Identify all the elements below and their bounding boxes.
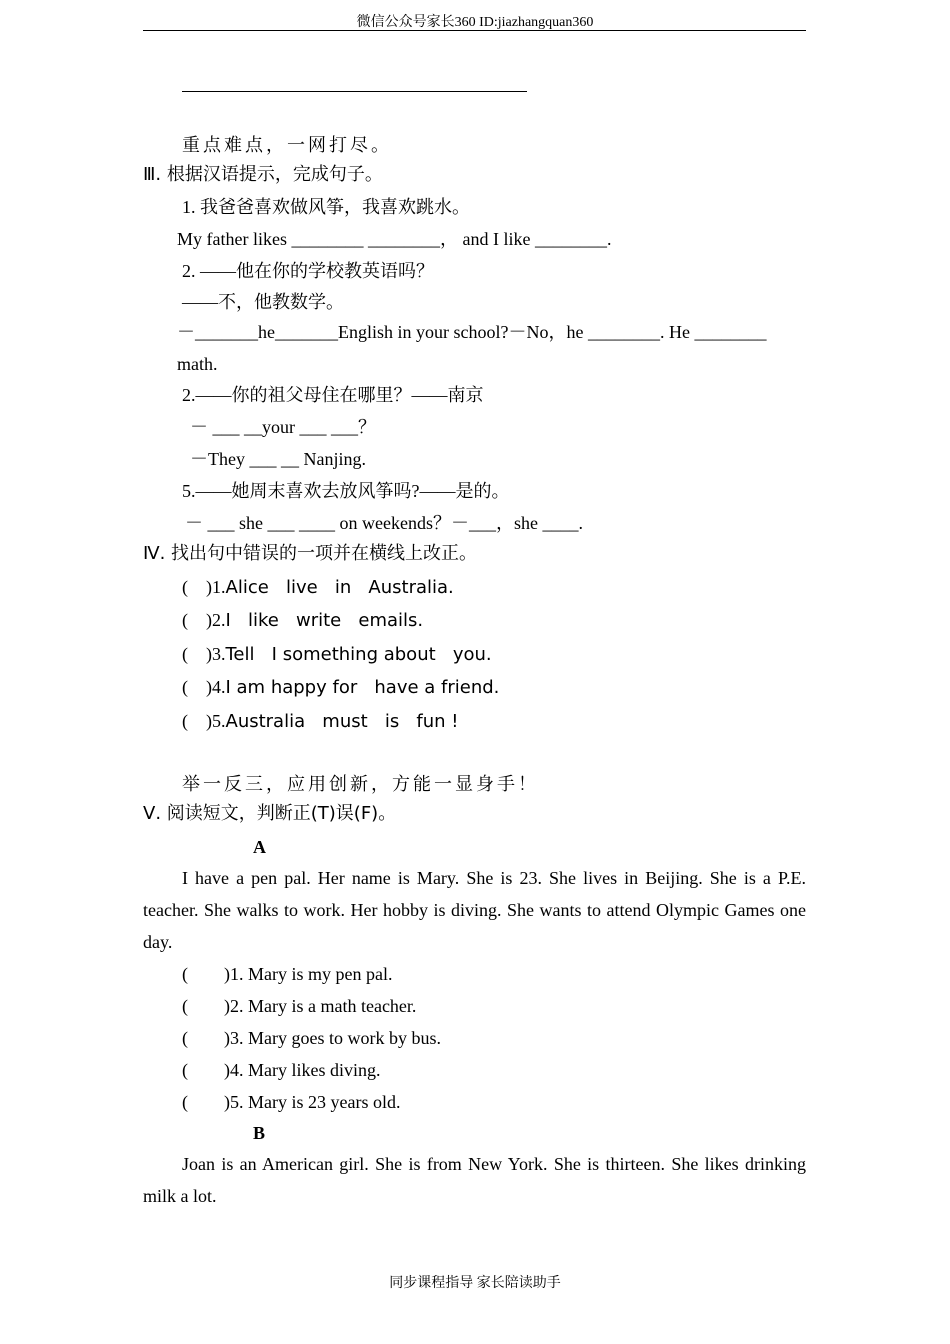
s3-line-5: －_______he_______English in your school?－No，he ________. He ________ — [177, 322, 767, 342]
s3-line-10: 5.——她周末喜欢去放风筝吗?——是的。 — [182, 481, 510, 501]
s4-item — [182, 709, 458, 734]
s4-item-text: I am happy for have a friend. — [225, 677, 500, 698]
section-4-title: Ⅳ. 找出句中错误的一项并在横线上改正。 — [143, 543, 478, 564]
passage-a-question: ( )1. Mary is my pen pal. — [182, 964, 393, 984]
s3-line-9: －They ___ __ Nanjing. — [190, 449, 366, 469]
passage-a-label: A — [253, 837, 266, 857]
passage-a-text: I have a pen pal. Her name is Mary. She is 23. She lives in Beijing. She is a P.E. teacher. She walks to work. Her hobby is diving. She wants to attend Olympic Games one day. — [143, 868, 806, 952]
s4-item-prefix: ( )5. — [182, 711, 226, 731]
s3-line-3: 2. ——他在你的学校教英语吗？ — [182, 261, 434, 281]
page-header: 微信公众号家长360 ID:jiazhangquan360 — [356, 15, 594, 30]
section-intro: 重点难点，一网打尽。 — [182, 135, 392, 155]
passage-a-question: ( )5. Mary is 23 years old. — [182, 1092, 401, 1112]
s3-line-8: － ___ __your ___ ___？ — [190, 417, 376, 437]
answer-blank-line — [182, 91, 527, 92]
s4-item — [182, 575, 454, 600]
passage-b-text: Joan is an American girl. She is from New York. She is thirteen. She likes drinking milk a lot. — [143, 1154, 806, 1206]
passage-a-question: ( )2. Mary is a math teacher. — [182, 996, 417, 1016]
passage-b-label: B — [253, 1123, 266, 1143]
s3-line-7: 2.——你的祖父母住在哪里？——南京 — [182, 385, 484, 405]
section-intro: 举一反三，应用创新，方能一显身手！ — [182, 774, 539, 794]
section-3-title: Ⅲ. 根据汉语提示，完成句子。 — [143, 164, 383, 185]
s3-line-6: math. — [177, 354, 218, 374]
s3-line-11: － ___ she ___ ____ on weekends？－___，she ____. — [185, 513, 583, 533]
s4-item-text: I like write emails. — [225, 610, 424, 631]
s4-item-prefix: ( )3. — [182, 644, 226, 664]
s3-line-2: My father likes ________ ________， and I like ________. — [177, 229, 612, 249]
s4-item-prefix: ( )1. — [182, 577, 226, 597]
page-footer: 同步课程指导 家长陪读助手 — [389, 1276, 561, 1291]
s4-item — [182, 642, 492, 667]
s4-item-text: Australia must is fun ! — [225, 711, 459, 732]
s4-item-prefix: ( )2. — [182, 610, 226, 630]
s4-item-text: Tell I something about you. — [225, 644, 492, 665]
s3-line-4: ——不，他教数学。 — [182, 292, 344, 312]
passage-a-question: ( )4. Mary likes diving. — [182, 1060, 381, 1080]
passage-a-question: ( )3. Mary goes to work by bus. — [182, 1028, 441, 1048]
s4-item — [182, 608, 423, 633]
section-5-title: Ⅴ. 阅读短文，判断正(T)误(F)。 — [143, 803, 397, 824]
s4-item-prefix: ( )4. — [182, 677, 226, 697]
s4-item — [182, 675, 499, 700]
s4-item-text: Alice live in Australia. — [225, 577, 454, 598]
s3-line-1: 1. 我爸爸喜欢做风筝，我喜欢跳水。 — [182, 197, 470, 217]
header-divider — [143, 30, 806, 31]
